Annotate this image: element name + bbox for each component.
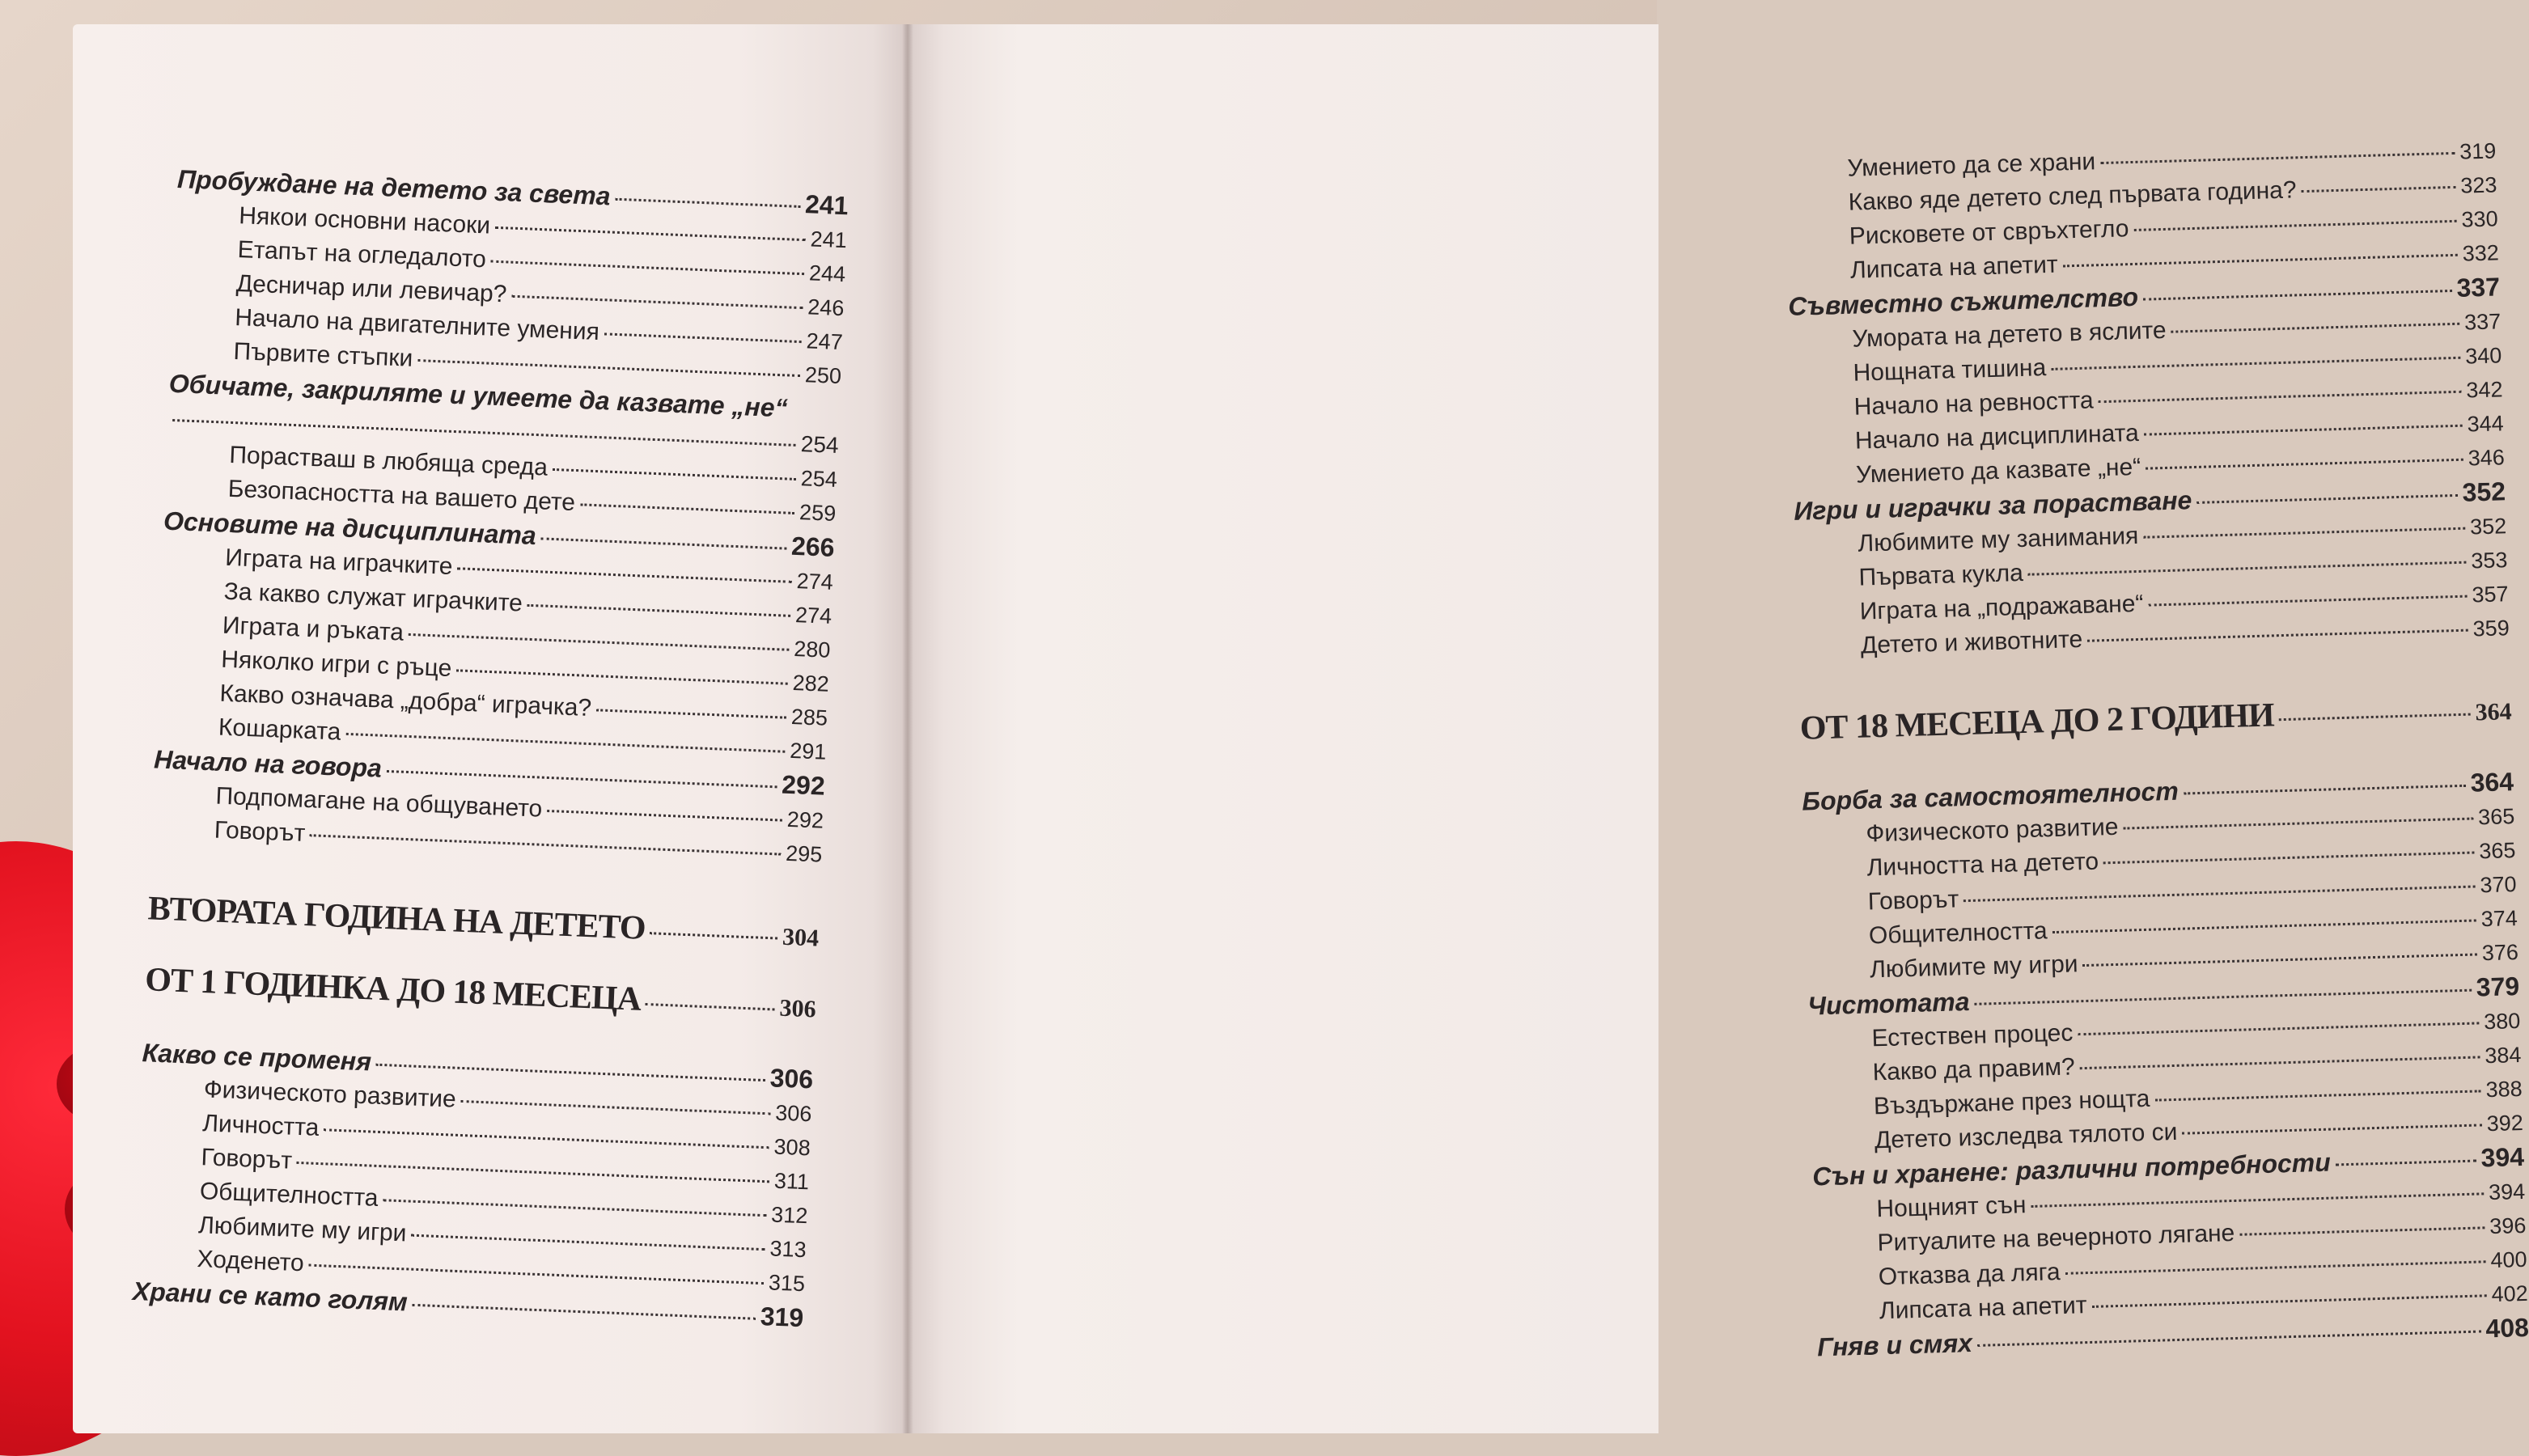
dot-leader: [2182, 1124, 2481, 1134]
page-number: 352: [2469, 514, 2507, 540]
page-number: 384: [2484, 1042, 2522, 1069]
open-book: [73, 24, 2529, 1433]
page-number: 274: [794, 603, 832, 629]
page-number: 394: [2480, 1141, 2525, 1173]
dot-leader: [2143, 527, 2465, 539]
entry-title: Ходенето: [196, 1246, 305, 1277]
entry-title: Съвместно съжителство: [1787, 281, 2139, 321]
dot-leader: [511, 295, 803, 309]
entry-title: Някои основни насоки: [238, 202, 491, 239]
entry-title: Личността на детето: [1866, 848, 2099, 882]
dot-leader: [1974, 989, 2471, 1005]
page-number: 319: [2459, 138, 2497, 164]
entry-title: Няколко игри с ръце: [220, 645, 452, 683]
dot-leader: [650, 932, 777, 939]
page-number: 295: [785, 840, 823, 867]
dot-leader: [495, 226, 806, 241]
entry-title: Естествен процес: [1871, 1019, 2074, 1052]
page-number: 282: [792, 671, 830, 696]
entry-title: Умението да казвате „не“: [1855, 453, 2141, 489]
page-number: 304: [782, 923, 820, 952]
dot-leader: [345, 733, 785, 753]
dot-leader: [2154, 1090, 2480, 1101]
page-number: 291: [789, 738, 827, 764]
dot-leader: [2171, 323, 2460, 333]
entry-title: Какво се променя: [142, 1038, 372, 1077]
entry-title: Играта и ръката: [222, 612, 405, 646]
page-number: 379: [2476, 971, 2520, 1002]
dot-leader: [2184, 785, 2466, 795]
entry-title: Храни се като голям: [132, 1276, 409, 1317]
dot-leader: [461, 1100, 771, 1115]
dot-leader: [646, 1003, 775, 1010]
entry-title: За какво служат играчките: [223, 578, 523, 617]
dot-leader: [2123, 818, 2473, 830]
page-number: 396: [2489, 1213, 2527, 1239]
page-number: 359: [2472, 616, 2510, 641]
entry-title: Начало на двигателните умения: [234, 303, 600, 346]
page-number: 380: [2483, 1009, 2521, 1035]
dot-leader: [2279, 713, 2471, 722]
page-number: 312: [770, 1202, 808, 1229]
page-number: 332: [2462, 240, 2500, 266]
page-number: 394: [2488, 1179, 2526, 1205]
dot-leader: [309, 1264, 764, 1285]
entry-title: Нощната тишина: [1853, 354, 2047, 387]
entry-title: Ритуалите на вечерното лягане: [1877, 1219, 2235, 1257]
entry-title: Обичате, закриляте и умеете да казвате „не“: [168, 368, 789, 423]
entry-title: Детето изследва тялото си: [1874, 1118, 2178, 1154]
entry-title: Порастваш в любяща среда: [228, 441, 549, 481]
entry-title: Игри и играчки за порастване: [1793, 485, 2192, 526]
dot-leader: [553, 468, 796, 480]
page-number: 306: [778, 994, 817, 1023]
entry-title: Общителността: [199, 1178, 379, 1212]
page-number: 337: [2456, 272, 2501, 303]
entry-title: Играта на „подражаване“: [1859, 590, 2144, 625]
entry-title: Липсата на апетит: [1849, 251, 2059, 284]
page-number: 330: [2461, 206, 2499, 232]
page-number: 247: [806, 328, 844, 355]
dot-leader: [2144, 425, 2463, 436]
page-number: 370: [2480, 872, 2517, 898]
entry-title: Любимите му игри: [197, 1212, 408, 1247]
page-number: 364: [2470, 767, 2514, 798]
entry-title: Начало на ревността: [1853, 387, 2094, 421]
dot-leader: [2302, 186, 2456, 193]
dot-leader: [457, 567, 791, 583]
dot-leader: [2196, 494, 2457, 504]
entry-title: Борба за самостоятелност: [1801, 776, 2180, 816]
page-number: 357: [2472, 582, 2509, 607]
entry-title: Рисковете от свръхтегло: [1849, 215, 2129, 250]
page-number: 250: [804, 362, 842, 389]
page-number: 376: [2481, 940, 2519, 966]
dot-leader: [2239, 1226, 2485, 1235]
entry-title: Говорът: [1867, 886, 1959, 916]
page-number: 292: [786, 806, 824, 833]
dot-leader: [2103, 852, 2474, 865]
entry-title: Етапът на огледалото: [237, 236, 487, 273]
dot-leader: [2146, 459, 2463, 470]
entry-title: Какво да правим?: [1872, 1053, 2076, 1086]
page-number: 254: [800, 466, 838, 493]
page-number: 280: [793, 637, 832, 662]
dot-leader: [1963, 885, 2475, 902]
entry-title: Говорът: [200, 1144, 293, 1175]
dot-leader: [2065, 1260, 2486, 1275]
dot-leader: [2082, 953, 2476, 967]
dot-leader: [2080, 1056, 2480, 1069]
left-page: [73, 24, 906, 1433]
page-number: 374: [2480, 906, 2518, 932]
entry-title: Детето и животните: [1860, 625, 2083, 659]
dot-leader: [324, 1128, 769, 1149]
page-number: 292: [781, 769, 826, 801]
dot-leader: [547, 810, 782, 822]
entry-title: Първата кукла: [1858, 559, 2024, 591]
entry-title: Умората на детето в яслите: [1851, 316, 2167, 353]
entry-title: Любимите му игри: [1869, 950, 2078, 984]
entry-title: Безопасността на вашето дете: [227, 475, 576, 517]
entry-title: Говорът: [214, 816, 306, 847]
page-number: 388: [2485, 1076, 2523, 1103]
entry-title: Кошарката: [218, 713, 342, 746]
entry-title: Първите стъпки: [232, 337, 413, 372]
page-number: 241: [804, 189, 849, 221]
page-number: 259: [799, 500, 837, 526]
entry-title: Какво означава „добра“ играчка?: [219, 679, 592, 722]
dot-leader: [2100, 152, 2455, 164]
entry-title: Нощният сън: [1876, 1191, 2027, 1223]
entry-title: Подпомагане на общуването: [214, 782, 543, 823]
page-number: 241: [810, 226, 848, 253]
entry-title: Чистотата: [1807, 987, 1970, 1021]
dot-leader: [491, 260, 804, 276]
table-of-contents-right: [1784, 133, 2529, 1365]
page-number: 364: [2475, 698, 2513, 726]
dot-leader: [2092, 1294, 2487, 1308]
entry-title: Физическото развитие: [203, 1076, 457, 1113]
entry-title: Основите на дисциплината: [163, 506, 537, 551]
book-gutter: [902, 24, 913, 1433]
entry-title: Пробуждане на детето за света: [176, 163, 612, 211]
page-number: 315: [768, 1270, 806, 1297]
entry-title: Любимите му занимания: [1858, 522, 2139, 557]
dot-leader: [413, 1304, 756, 1320]
entry-title: Въздържане през нощта: [1873, 1085, 2150, 1120]
entry-title: ВТОРАТА ГОДИНА НА ДЕТЕТО: [146, 890, 646, 947]
entry-title: Играта на играчките: [224, 544, 454, 581]
dot-leader: [417, 359, 800, 377]
dot-leader: [2052, 919, 2476, 933]
page-number: 400: [2490, 1246, 2527, 1273]
entry-title: Какво яде детето след първата година?: [1848, 176, 2297, 216]
page-number: 246: [807, 294, 845, 321]
dot-leader: [580, 503, 794, 514]
dot-leader: [2063, 254, 2458, 268]
entry-title: Начало на дисциплината: [1854, 419, 2140, 455]
page-number: 392: [2486, 1110, 2524, 1136]
page-number: 254: [800, 431, 840, 459]
page-number: 340: [2464, 343, 2502, 369]
page-number: 344: [2467, 411, 2505, 437]
page-number: 274: [796, 569, 834, 595]
dot-leader: [2336, 1160, 2476, 1166]
dot-leader: [2133, 220, 2456, 231]
page-number: 337: [2463, 309, 2501, 335]
entry-title: Отказва да ляга: [1878, 1259, 2061, 1291]
right-page: [906, 24, 2529, 1433]
dot-leader: [2099, 391, 2462, 404]
page-number: 308: [773, 1134, 811, 1161]
page-number: 306: [769, 1063, 814, 1094]
dot-leader: [615, 198, 800, 208]
page-number: 365: [2478, 838, 2516, 864]
dot-leader: [604, 332, 802, 343]
entry-title: ОТ 18 МЕСЕЦА ДО 2 ГОДИНИ: [1799, 696, 2275, 747]
page-number: 408: [2485, 1312, 2529, 1344]
page-number: 319: [760, 1302, 804, 1333]
page-number: 365: [2477, 804, 2515, 830]
dot-leader: [2031, 1192, 2484, 1208]
page-number: 266: [790, 531, 836, 562]
page-number: 313: [769, 1236, 807, 1263]
dot-leader: [297, 1162, 769, 1183]
entry-title: Гняв и смях: [1816, 1328, 1973, 1362]
page-number: 352: [2462, 476, 2506, 507]
dot-leader: [540, 537, 786, 549]
entry-title: ОТ 1 ГОДИНКА ДО 18 МЕСЕЦА: [144, 961, 642, 1018]
dot-leader: [1977, 1331, 2481, 1347]
dot-leader: [310, 834, 781, 855]
entry-title: Физическото развитие: [1866, 813, 2119, 848]
page-number: 353: [2470, 548, 2508, 574]
page-number: 346: [2468, 445, 2506, 471]
entry-title: Липсата на апетит: [1879, 1292, 2087, 1325]
page-number: 323: [2459, 172, 2497, 198]
page-number: 311: [773, 1168, 810, 1195]
page-number: 306: [774, 1100, 812, 1127]
dot-leader: [2028, 561, 2467, 576]
dot-leader: [2051, 357, 2460, 370]
entry-title: Десничар или левичар?: [235, 270, 508, 308]
dot-leader: [2143, 290, 2452, 301]
page-number: 285: [790, 704, 828, 730]
entry-title: Начало на говора: [153, 744, 383, 783]
dot-leader: [383, 1199, 766, 1217]
page-number: 244: [808, 260, 846, 287]
entry-title: Сън и хранене: различни потребности: [1811, 1147, 2332, 1191]
dot-leader: [387, 770, 777, 788]
dot-leader: [2087, 629, 2468, 642]
dot-leader: [527, 604, 790, 617]
dot-leader: [596, 709, 786, 718]
dot-leader: [2148, 595, 2467, 607]
entry-title: Общителността: [1868, 917, 2048, 950]
table-of-contents-left: [132, 162, 849, 1335]
dot-leader: [411, 1234, 765, 1251]
dot-leader: [376, 1064, 765, 1081]
dot-leader: [409, 633, 790, 651]
page-number: 342: [2466, 377, 2503, 403]
entry-title: Личността: [201, 1110, 320, 1141]
dot-leader: [456, 669, 788, 684]
entry-title: Умението да се храни: [1847, 148, 2096, 182]
dot-leader: [2078, 1022, 2479, 1035]
page-number: 402: [2491, 1280, 2529, 1307]
